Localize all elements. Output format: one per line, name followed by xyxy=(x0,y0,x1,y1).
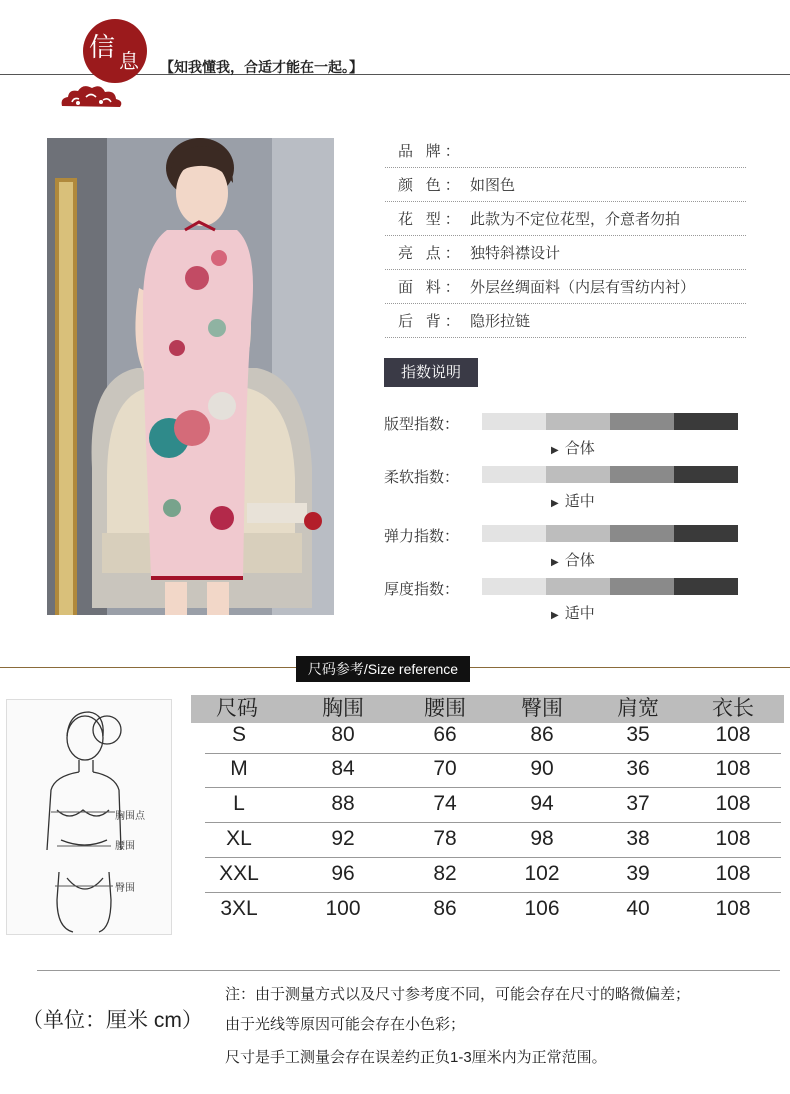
tagline: 【知我懂我，合适才能在一起。】 xyxy=(160,60,363,76)
info-row-back xyxy=(385,304,746,338)
table-row xyxy=(205,788,781,823)
cell-shoulder: 36 xyxy=(626,757,650,780)
table-row xyxy=(205,858,781,893)
info-value: 独特斜襟设计 xyxy=(470,244,561,262)
index-scale-bar xyxy=(482,466,738,483)
cell-bust: 88 xyxy=(331,792,355,815)
info-row-pattern xyxy=(385,202,746,236)
cell-hip: 98 xyxy=(530,827,554,850)
cell-length: 108 xyxy=(715,827,751,850)
cell-bust: 80 xyxy=(331,723,355,746)
table-row xyxy=(205,823,781,858)
cell-bust: 100 xyxy=(325,897,361,920)
footer-note: 由于光线等原因可能会存在小色彩； xyxy=(225,1016,466,1033)
index-value xyxy=(551,490,595,511)
cell-hip: 90 xyxy=(530,757,554,780)
info-value: 外层丝绸面料（内层有雪纺内衬） xyxy=(470,278,696,296)
col-header-bust: 胸围 xyxy=(322,697,364,720)
cell-size: XL xyxy=(226,827,252,850)
cell-shoulder: 40 xyxy=(626,897,650,920)
info-row-color xyxy=(385,168,746,202)
col-header-shoulder: 肩宽 xyxy=(617,697,659,720)
index-scale-bar xyxy=(482,578,738,595)
info-label: 品 牌： xyxy=(398,142,464,160)
table-row xyxy=(205,719,781,754)
cell-hip: 102 xyxy=(524,862,560,885)
cell-length: 108 xyxy=(715,757,751,780)
cell-length: 108 xyxy=(715,897,751,920)
index-value-text: 适中 xyxy=(564,492,595,510)
info-label: 颜 色： xyxy=(398,176,464,194)
cell-bust: 84 xyxy=(331,757,355,780)
product-photo xyxy=(47,138,334,615)
info-row-highlight xyxy=(385,236,746,270)
index-scale-bar xyxy=(482,413,738,430)
cell-waist: 70 xyxy=(433,757,457,780)
info-row-brand xyxy=(385,134,746,168)
cloud-ornament-icon xyxy=(58,80,124,112)
info-badge xyxy=(83,19,147,83)
table-row xyxy=(205,893,781,927)
cell-waist: 78 xyxy=(433,827,457,850)
index-label: 弹力指数： xyxy=(384,527,460,545)
cell-size: M xyxy=(230,757,248,780)
footer-note: 尺寸是手工测量会存在误差约正负1-3厘米内为正常范围。 xyxy=(225,1049,607,1066)
figure-label-hip: 臀围 xyxy=(115,883,135,894)
cell-size: S xyxy=(231,723,246,746)
cell-size: L xyxy=(233,792,245,815)
cell-size: 3XL xyxy=(220,897,258,920)
badge-char-2: 息 xyxy=(119,49,139,73)
cell-length: 108 xyxy=(715,792,751,815)
index-label: 版型指数： xyxy=(384,415,460,433)
cell-shoulder: 37 xyxy=(626,792,650,815)
info-row-fabric xyxy=(385,270,746,304)
info-label: 花 型： xyxy=(398,210,464,228)
index-label: 厚度指数： xyxy=(384,580,460,598)
badge-char-1: 信 xyxy=(89,33,116,63)
info-value: 此款为不定位花型，介意者勿拍 xyxy=(470,210,681,228)
table-row xyxy=(205,753,781,788)
size-reference-tag: 尺码参考/Size reference xyxy=(296,656,470,682)
col-header-length: 衣长 xyxy=(712,697,754,720)
figure-label-bust: 胸围点 xyxy=(115,811,145,822)
pointer-triangle-icon: ▶ xyxy=(551,610,559,621)
body-measure-figure xyxy=(6,699,172,935)
cell-waist: 82 xyxy=(433,862,457,885)
footer-note: 注：由于测量方式以及尺寸参考度不同，可能会存在尺寸的略微偏差； xyxy=(225,986,691,1003)
info-label: 后 背： xyxy=(398,312,464,330)
col-header-size: 尺码 xyxy=(216,697,258,720)
cell-waist: 86 xyxy=(433,897,457,920)
info-value: 隐形拉链 xyxy=(470,312,531,330)
index-title: 指数说明 xyxy=(384,358,478,387)
unit-label: （单位：厘米 cm） xyxy=(22,1009,203,1032)
index-scale-bar xyxy=(482,525,738,542)
pointer-triangle-icon: ▶ xyxy=(551,445,559,456)
col-header-hip: 臀围 xyxy=(521,697,563,720)
index-value xyxy=(551,602,595,623)
index-label: 柔软指数： xyxy=(384,468,460,486)
cell-bust: 96 xyxy=(331,862,355,885)
cell-shoulder: 38 xyxy=(626,827,650,850)
index-value-text: 合体 xyxy=(564,439,595,457)
index-value-text: 合体 xyxy=(564,551,595,569)
info-label: 亮 点： xyxy=(398,244,464,262)
body-sketch-icon xyxy=(7,700,171,934)
cell-shoulder: 35 xyxy=(626,723,650,746)
cell-shoulder: 39 xyxy=(626,862,650,885)
cell-hip: 94 xyxy=(530,792,554,815)
cell-hip: 86 xyxy=(530,723,554,746)
index-value xyxy=(551,437,595,458)
index-value-text: 适中 xyxy=(564,604,595,622)
info-label: 面 料： xyxy=(398,278,464,296)
footer-divider xyxy=(37,970,780,971)
info-value: 如图色 xyxy=(470,176,516,194)
cell-waist: 74 xyxy=(433,792,457,815)
pointer-triangle-icon: ▶ xyxy=(551,557,559,568)
cell-bust: 92 xyxy=(331,827,355,850)
cell-waist: 66 xyxy=(433,723,457,746)
cell-hip: 106 xyxy=(524,897,560,920)
cell-length: 108 xyxy=(715,862,751,885)
cell-size: XXL xyxy=(219,862,259,885)
figure-label-waist: 腰围 xyxy=(115,841,135,852)
pointer-triangle-icon: ▶ xyxy=(551,498,559,509)
index-value xyxy=(551,549,595,570)
col-header-waist: 腰围 xyxy=(424,697,466,720)
cell-length: 108 xyxy=(715,723,751,746)
